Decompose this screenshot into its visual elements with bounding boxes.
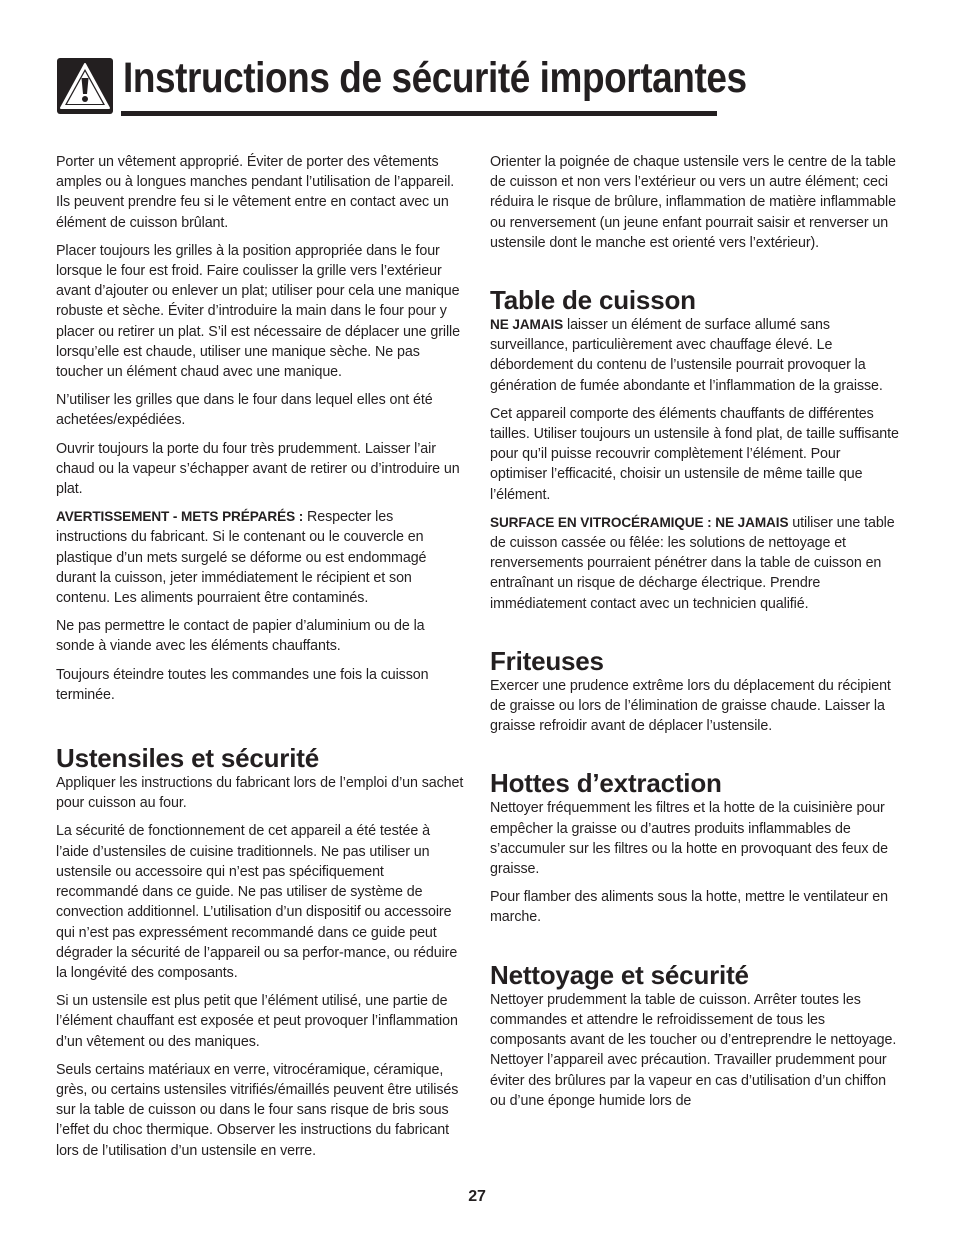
section-heading-friteuses: Friteuses — [490, 645, 604, 676]
paragraph: Si un ustensile est plus petit que l’élément utilisé, une partie de l’élément chauffant est exposée et peut provoquer l’inflammation d’un vêtement ou des maniques. — [56, 993, 458, 1050]
section-heading-table-de-cuisson: Table de cuisson — [490, 285, 696, 316]
section-heading-nettoyage: Nettoyage et sécurité — [490, 959, 749, 990]
paragraph-text: Respecter les instructions du fabricant. Si le contenant ou le couvercle en plastique d’un mets surgelé se déforme ou est endommagé durant la cuisson, jeter immédiatement le récipient et son contenu. Les aliments pourraient être contaminés. — [56, 509, 427, 607]
page-header — [57, 54, 747, 118]
section-gap — [490, 936, 900, 960]
paragraph: Ouvrir toujours la porte du four très prudemment. Laisser l’air chaud ou la vapeur s’échapper avant de retirer ou d’introduire un plat. — [56, 440, 460, 498]
paragraph: La sécurité de fonctionnement de cet appareil a été testée à l’aide d’ustensiles de cuisine traditionnels. Ne pas utiliser un ustensile ou accessoire qui n’est pas spécifiquement recommandé dans ce guide. Ne pas utiliser de système de convection additionnel. L’utilisation d’un dispositif ou accessoire qui n’est pas expressément recommandé dans ce guide peut dégrader la sécurité de l’appareil ou sa perfor-mance, ou réduire la longévité des composants. — [56, 823, 458, 981]
paragraph: Appliquer les instructions du fabricant lors de l’emploi d’un sachet pour cuisson au four. — [56, 775, 464, 812]
title-underline — [121, 111, 717, 116]
paragraph — [56, 507, 464, 608]
section-gap — [56, 713, 464, 743]
bold-lead: AVERTISSEMENT - METS PRÉPARÉS : — [56, 509, 304, 525]
section-gap — [490, 744, 900, 768]
page-number: 27 — [468, 1188, 486, 1205]
paragraph: N’utiliser les grilles que dans le four dans lequel elles ont été achetées/expédiées. — [56, 392, 433, 429]
paragraph: Toujours éteindre toutes les commandes une fois la cuisson terminée. — [56, 666, 429, 703]
warning-triangle-icon — [57, 58, 113, 114]
bold-lead: NE JAMAIS — [490, 317, 564, 333]
paragraph: Nettoyer prudemment la table de cuisson. Arrêter toutes les commandes et attendre le refroidissement de tous les composants avant de les toucher ou d’entreprendre le nettoyage. Nettoyer l’appareil avec précaution. Travailler prudemment pour éviter des brûlures par la vapeur en cas d’utilisation d’un chiffon ou d’une éponge humide lors de — [490, 991, 897, 1109]
paragraph: Ne pas permettre le contact de papier d’aluminium ou de la sonde à viande avec les éléments chauffants. — [56, 618, 425, 655]
paragraph: Cet appareil comporte des éléments chauffants de différentes tailles. Utiliser toujours un ustensile à fond plat, de taille suffisante pour qu’il puisse recouvrir complètement l’élément. Pour optimiser l’efficacité, choisir un ustensile de même taille que l’élément. — [490, 405, 899, 503]
paragraph — [490, 315, 900, 396]
right-column — [490, 152, 900, 1119]
paragraph: Orienter la poignée de chaque ustensile vers le centre de la table de cuisson et non vers l’extérieur ou vers un autre élément; ceci réduira le risque de brûlure, inflammation de matière inflammable ou renversement (un jeune enfant pourrait saisir et renverser un ustensile dont le manche est orienté vers l’extérieur). — [490, 154, 896, 251]
paragraph-text: laisser un élément de surface allumé sans surveillance, particulièrement avec chauffage élevé. Le débordement du contenu de l’ustensile pourrait provoquer la génération de fumée abondante et l’inflammation de la graisse. — [490, 317, 883, 394]
paragraph: Pour flamber des aliments sous la hotte, mettre le ventilateur en marche. — [490, 889, 888, 926]
bold-lead: SURFACE EN VITROCÉRAMIQUE : NE JAMAIS — [490, 514, 789, 530]
paragraph: Porter un vêtement approprié. Éviter de porter des vêtements amples ou à longues manches pendant l’utilisation de l’appareil. Ils peuvent prendre feu si le vêtement entre en contact avec un élément de cuisson brûlant. — [56, 154, 455, 231]
paragraph: Seuls certains matériaux en verre, vitrocéramique, céramique, grès, ou certains ustensiles vitrifiés/émaillés peuvent être utilisés sur la table de cuisson ou dans le four sans risque de bris sous l’effet du choc thermique. Observer les instructions du fabricant lors de l’utilisation d’un ustensile en verre. — [56, 1061, 459, 1159]
paragraph: Nettoyer fréquemment les filtres et la hotte de la cuisinière pour empêcher la graisse ou d’autres produits inflammables de s’accumuler sur les filtres ou la hotte en provoquant des feux de graisse. — [490, 800, 889, 878]
section-heading-hottes: Hottes d’extraction — [490, 768, 722, 799]
left-column — [56, 152, 464, 1169]
section-gap — [490, 622, 900, 646]
section-gap — [490, 261, 900, 285]
page-title: Instructions de sécurité importantes — [123, 54, 747, 102]
paragraph — [490, 513, 900, 614]
paragraph: Exercer une prudence extrême lors du déplacement du récipient de graisse ou lors de l’élimination de graisse chaude. Laisser la graisse refroidir avant de déplacer l’ustensile. — [490, 677, 891, 735]
section-heading-ustensiles: Ustensiles et sécurité — [56, 743, 319, 774]
paragraph: Placer toujours les grilles à la position appropriée dans le four lorsque le four est froid. Faire coulisser la grille vers l’extérieur avant d’ajouter ou enlever un plat; utiliser pour cela une manique robuste et sèche. Éviter d’introduire la main dans le four pour y placer ou retirer un plat. S’il est nécessaire de déplacer une grille lorsqu’elle est chaude, utiliser une manique sèche. Ne pas toucher un élément chaud avec une manique. — [56, 242, 460, 381]
paragraph-text: utiliser une table de cuisson cassée ou fêlée: les solutions de nettoyage et renversements pourraient pénétrer dans la table de cuisson en entraînant un risque de décharge électrique. Prendre immédiatement contact avec un technicien qualifié. — [490, 514, 895, 612]
